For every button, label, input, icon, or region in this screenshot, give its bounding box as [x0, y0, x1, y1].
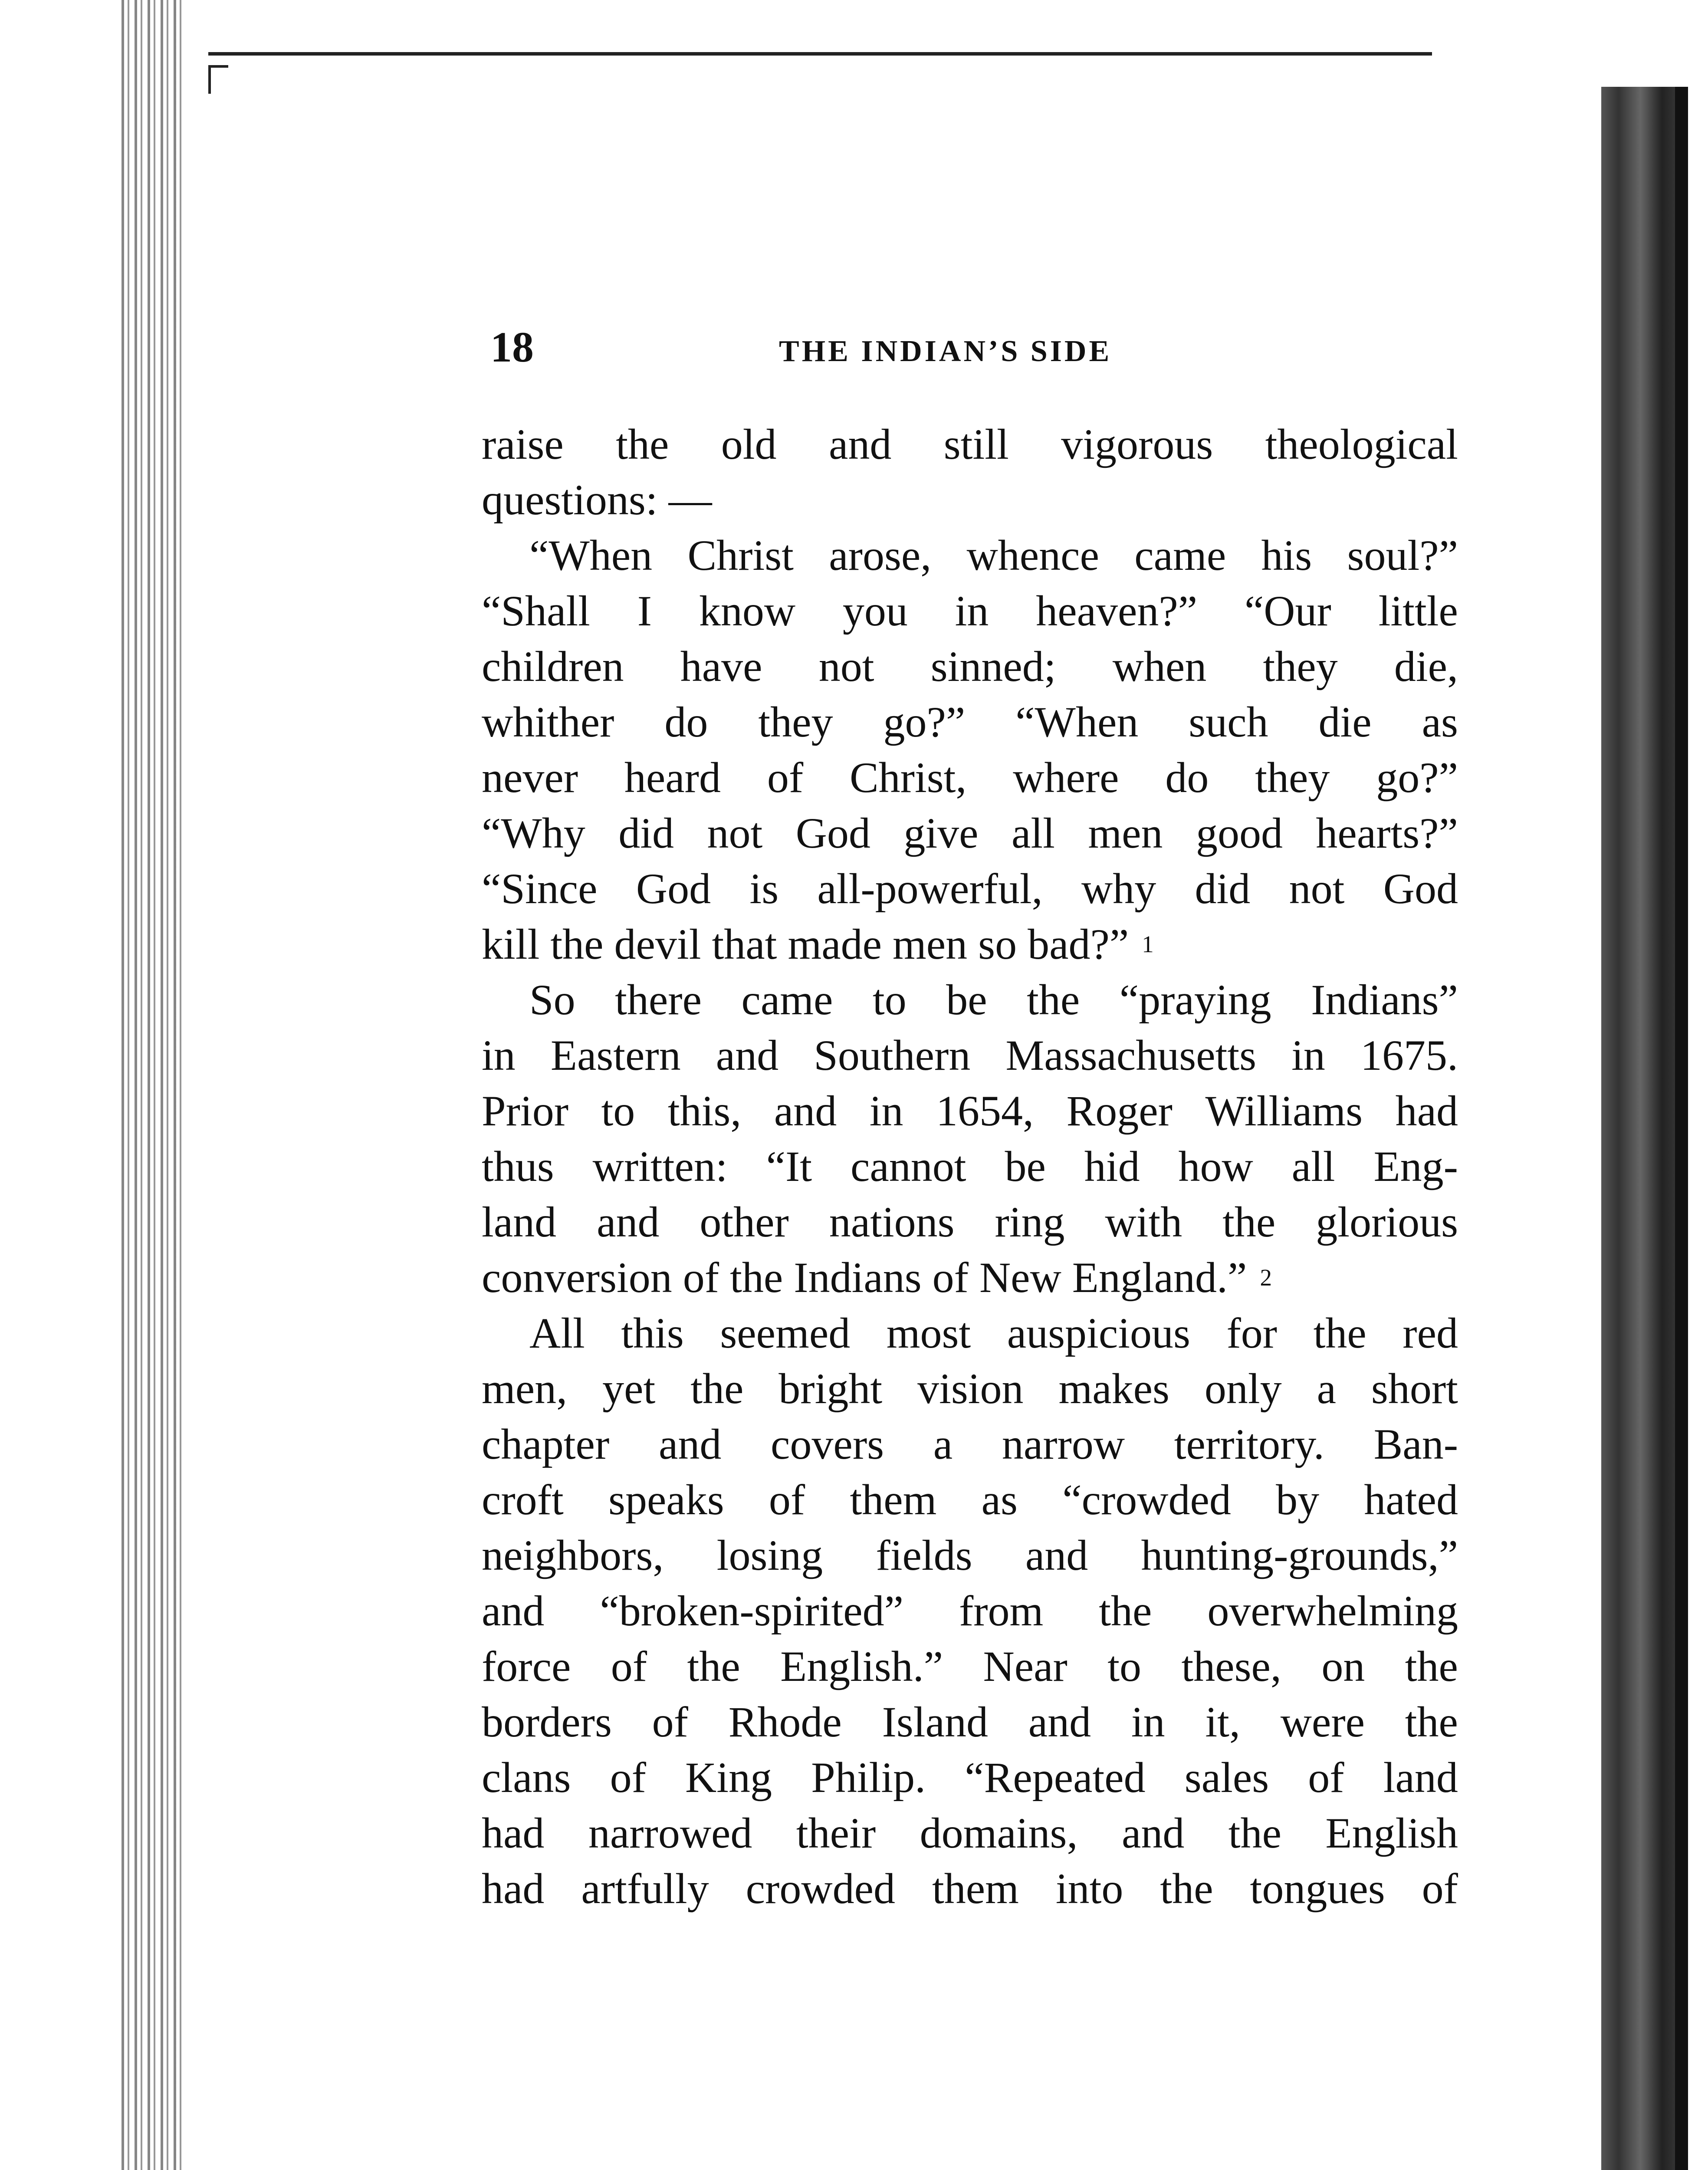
text-line	[482, 1472, 1458, 1528]
word: All	[529, 1309, 585, 1357]
footnote-reference: 1	[1142, 931, 1154, 957]
word: thus	[482, 1142, 554, 1190]
word: they	[758, 698, 833, 746]
word: of	[767, 753, 804, 802]
word: the	[690, 1364, 744, 1413]
word: these,	[1181, 1642, 1281, 1690]
word: covers	[771, 1420, 884, 1468]
word: and	[1025, 1531, 1088, 1579]
page-edge-dark	[1675, 87, 1688, 2170]
word: of	[610, 1753, 646, 1802]
word: Eng-	[1373, 1142, 1458, 1190]
text-line	[482, 694, 1458, 750]
word: kill	[482, 920, 551, 968]
word: do	[1165, 753, 1209, 802]
word: not	[1289, 865, 1345, 913]
word: men,	[482, 1364, 568, 1413]
word: the	[616, 420, 669, 468]
page-header	[490, 321, 1467, 373]
word: “It	[766, 1142, 812, 1190]
word: sales	[1184, 1753, 1269, 1802]
text-line	[482, 861, 1458, 917]
word: of	[683, 1253, 730, 1302]
word: Island	[882, 1698, 988, 1746]
word: land	[482, 1198, 557, 1246]
word: heard	[624, 753, 721, 802]
word: of	[652, 1698, 688, 1746]
word: and	[597, 1198, 660, 1246]
text-line	[482, 417, 1458, 472]
word: had	[482, 1809, 545, 1857]
word: why	[1081, 865, 1156, 913]
word: by	[1276, 1476, 1320, 1524]
word: King	[685, 1753, 772, 1802]
word: ring	[995, 1198, 1065, 1246]
word: the	[1405, 1698, 1458, 1746]
word: and	[828, 420, 892, 468]
word: Prior	[482, 1087, 568, 1135]
word: such	[1189, 698, 1268, 746]
word: go?”	[883, 698, 966, 746]
word: the	[1313, 1309, 1366, 1357]
word: red	[1403, 1309, 1458, 1357]
word: 1675.	[1360, 1031, 1458, 1079]
word: a	[1317, 1364, 1336, 1413]
word: with	[1105, 1198, 1182, 1246]
word: Indians”	[1311, 976, 1458, 1024]
word: in	[1291, 1031, 1325, 1079]
word: “Why	[482, 809, 585, 857]
word: sinned;	[930, 642, 1056, 690]
word: seemed	[720, 1309, 851, 1357]
word: New	[979, 1253, 1072, 1302]
word: narrow	[1002, 1420, 1125, 1468]
word: you	[842, 587, 908, 635]
word: force	[482, 1642, 571, 1690]
word: came	[741, 976, 833, 1024]
word: Philip.	[811, 1753, 926, 1802]
word: Indians	[794, 1253, 933, 1302]
word: and	[716, 1031, 779, 1079]
word: Massachusetts	[1005, 1031, 1257, 1079]
text-line	[482, 528, 1458, 583]
word: croft	[482, 1476, 564, 1524]
text-line	[482, 1805, 1458, 1861]
word: not	[707, 809, 763, 857]
text-line	[482, 972, 1458, 1028]
word: did	[618, 809, 674, 857]
word: cannot	[850, 1142, 966, 1190]
word: Southern	[814, 1031, 971, 1079]
word: most	[886, 1309, 971, 1357]
word: good	[1196, 809, 1283, 857]
word: the	[1405, 1642, 1458, 1690]
word: in	[482, 1031, 516, 1079]
word: hated	[1364, 1476, 1458, 1524]
word: only	[1204, 1364, 1282, 1413]
word: Williams	[1205, 1087, 1363, 1135]
word: arose,	[829, 531, 932, 579]
word: to	[1107, 1642, 1142, 1690]
word: it,	[1205, 1698, 1240, 1746]
word: old	[721, 420, 777, 468]
word: go?”	[1376, 753, 1458, 802]
text-line	[482, 1139, 1458, 1194]
word: English.”	[780, 1642, 943, 1690]
word: glorious	[1316, 1198, 1458, 1246]
word: this,	[667, 1087, 742, 1135]
text-line	[482, 1028, 1458, 1083]
word: other	[700, 1198, 789, 1246]
word: Near	[983, 1642, 1068, 1690]
word: not	[818, 642, 874, 690]
word: into	[1055, 1864, 1123, 1913]
word: there	[615, 976, 702, 1024]
word: England.”	[1072, 1253, 1247, 1302]
word: overwhelming	[1207, 1587, 1458, 1635]
word: “crowded	[1062, 1476, 1231, 1524]
word: “When	[1015, 698, 1139, 746]
word: questions:	[482, 476, 669, 524]
word: soul?”	[1347, 531, 1458, 579]
page-number: 18	[490, 323, 534, 371]
word: territory.	[1174, 1420, 1324, 1468]
word: of	[1308, 1753, 1344, 1802]
word: I	[637, 587, 652, 635]
word: do	[664, 698, 708, 746]
word: be	[946, 976, 987, 1024]
word: of	[932, 1253, 979, 1302]
word: all-powerful,	[817, 865, 1043, 913]
top-border-corner	[208, 65, 228, 94]
word: yet	[602, 1364, 656, 1413]
word: his	[1261, 531, 1312, 579]
word: as	[1422, 698, 1458, 746]
text-line	[482, 639, 1458, 694]
text-line	[482, 1250, 1458, 1305]
word: and	[1121, 1809, 1185, 1857]
text-line	[482, 1361, 1458, 1417]
text-line	[482, 1417, 1458, 1472]
word: whither	[482, 698, 614, 746]
word: short	[1371, 1364, 1458, 1413]
word: borders	[482, 1698, 612, 1746]
word: to	[601, 1087, 635, 1135]
text-line	[482, 1750, 1458, 1805]
word: —	[668, 476, 712, 524]
word: the	[1027, 976, 1080, 1024]
word: in	[955, 587, 989, 635]
word: clans	[482, 1753, 571, 1802]
word: land	[1383, 1753, 1458, 1802]
word: 1654,	[936, 1087, 1034, 1135]
text-line	[482, 583, 1458, 639]
word: a	[933, 1420, 953, 1468]
word: still	[943, 420, 1009, 468]
footnote-reference: 2	[1260, 1264, 1272, 1291]
word: of	[611, 1642, 647, 1690]
word: English	[1325, 1809, 1458, 1857]
word: Ban-	[1373, 1420, 1458, 1468]
word: “broken-spirited”	[600, 1587, 904, 1635]
word: speaks	[608, 1476, 724, 1524]
word: have	[680, 642, 762, 690]
word: men	[893, 920, 979, 968]
word: written:	[592, 1142, 728, 1190]
word: when	[1112, 642, 1207, 690]
word: crowded	[746, 1864, 895, 1913]
word: this	[621, 1309, 684, 1357]
word: domains,	[920, 1809, 1078, 1857]
word: they	[1263, 642, 1338, 690]
word: their	[796, 1809, 876, 1857]
word: of	[1422, 1864, 1458, 1913]
word: makes	[1058, 1364, 1169, 1413]
word: and	[658, 1420, 722, 1468]
body-text	[482, 417, 1458, 1917]
word: hearts?”	[1316, 809, 1458, 857]
text-line	[482, 1305, 1458, 1361]
word: how	[1178, 1142, 1253, 1190]
word: all	[1011, 809, 1055, 857]
word: God	[1383, 865, 1458, 913]
word: heaven?”	[1036, 587, 1198, 635]
word: and	[482, 1587, 545, 1635]
word: neighbors,	[482, 1531, 664, 1579]
word: auspicious	[1007, 1309, 1190, 1357]
word: chapter	[482, 1420, 610, 1468]
word: God	[795, 809, 870, 857]
word: of	[769, 1476, 805, 1524]
word: in	[869, 1087, 903, 1135]
word: tongues	[1250, 1864, 1385, 1913]
word: die,	[1394, 642, 1458, 690]
word: the	[1160, 1864, 1213, 1913]
word: from	[959, 1587, 1044, 1635]
page-binding-edge	[122, 0, 187, 2170]
running-title: THE INDIAN’S SIDE	[779, 335, 1112, 368]
word: fields	[876, 1531, 972, 1579]
word: artfully	[581, 1864, 709, 1913]
word: the	[687, 1642, 740, 1690]
word: So	[529, 976, 575, 1024]
word: as	[981, 1476, 1018, 1524]
word: is	[749, 865, 779, 913]
word: them	[932, 1864, 1019, 1913]
word: vision	[917, 1364, 1024, 1413]
word: to	[872, 976, 907, 1024]
word: “Since	[482, 865, 598, 913]
word: “praying	[1119, 976, 1271, 1024]
word: “Our	[1244, 587, 1331, 635]
word: die	[1318, 698, 1372, 746]
word: be	[1005, 1142, 1046, 1190]
word: on	[1321, 1642, 1365, 1690]
word: them	[850, 1476, 937, 1524]
word: whence	[966, 531, 1099, 579]
word: bad?”	[1028, 920, 1129, 968]
word: devil	[614, 920, 712, 968]
text-line	[482, 1583, 1458, 1639]
word: know	[699, 587, 796, 635]
word: give	[903, 809, 979, 857]
word: vigorous	[1061, 420, 1213, 468]
word: Rhode	[728, 1698, 842, 1746]
word: men	[1088, 809, 1163, 857]
word: did	[1195, 865, 1251, 913]
word: losing	[716, 1531, 823, 1579]
word: had	[482, 1864, 545, 1913]
word: “When	[529, 531, 653, 579]
word: conversion	[482, 1253, 683, 1302]
word: hid	[1084, 1142, 1140, 1190]
word: the	[550, 920, 614, 968]
word: “Shall	[482, 587, 590, 635]
word: and	[1028, 1698, 1091, 1746]
word: came	[1134, 531, 1226, 579]
text-line	[482, 917, 1458, 972]
word: the	[730, 1253, 794, 1302]
word: the	[1222, 1198, 1276, 1246]
text-line	[482, 1639, 1458, 1694]
word: were	[1280, 1698, 1365, 1746]
word: they	[1255, 753, 1330, 802]
word: hunting-grounds,”	[1141, 1531, 1458, 1579]
word: children	[482, 642, 624, 690]
word: Christ,	[849, 753, 967, 802]
word: nations	[829, 1198, 955, 1246]
word: Roger	[1066, 1087, 1173, 1135]
word: little	[1378, 587, 1458, 635]
text-line	[482, 1861, 1458, 1917]
word: where	[1013, 753, 1119, 802]
word: narrowed	[588, 1809, 752, 1857]
word: Christ	[687, 531, 794, 579]
word: theological	[1265, 420, 1458, 468]
text-line	[482, 750, 1458, 806]
word: and	[774, 1087, 837, 1135]
top-border-rule	[208, 52, 1432, 56]
word: made	[788, 920, 893, 968]
text-line	[482, 1083, 1458, 1139]
word: God	[636, 865, 711, 913]
word: the	[1099, 1587, 1152, 1635]
text-line	[482, 1694, 1458, 1750]
word: all	[1291, 1142, 1335, 1190]
word: bright	[778, 1364, 883, 1413]
word: “Repeated	[965, 1753, 1146, 1802]
text-line	[482, 472, 1458, 528]
word: so	[978, 920, 1028, 968]
word: the	[1228, 1809, 1281, 1857]
text-line	[482, 806, 1458, 861]
word: in	[1131, 1698, 1165, 1746]
word: that	[712, 920, 788, 968]
word: never	[482, 753, 578, 802]
word: Eastern	[550, 1031, 681, 1079]
text-line	[482, 1528, 1458, 1583]
word: for	[1226, 1309, 1278, 1357]
text-line	[482, 1194, 1458, 1250]
word: had	[1395, 1087, 1458, 1135]
word: raise	[482, 420, 564, 468]
